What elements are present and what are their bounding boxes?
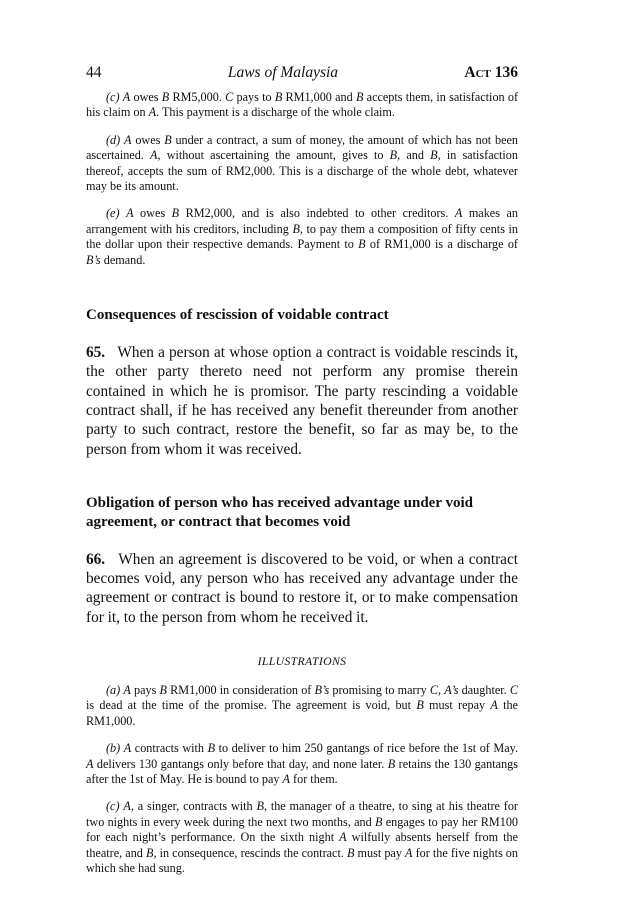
illustration-e: (e) A owes B RM2,000, and is also indebted to other creditors. A makes an arrangement with his creditors, including B, to pay them a composition of fifty cents in the dollar upon their respective demands. Payment to B of RM1,000 is a discharge of B’s demand. xyxy=(86,206,518,267)
illustration-d: (d) A owes B under a contract, a sum of money, the amount of which has not been ascertained. A, without ascertaining the amount, gives to B, and B, in satisfaction thereof, accepts the sum of RM2,000. This is a discharge of the whole debt, whatever may be its amount. xyxy=(86,132,519,194)
running-title: Laws of Malaysia xyxy=(227,64,339,81)
running-header xyxy=(86,64,518,90)
illustration-a: (a) A pays B RM1,000 in consideration of B’s promising to marry C, A’s daughter. C is dead at the time of the promise. The agreement is void, but B must repay A the RM1,000. xyxy=(86,683,518,728)
page-number: 44 xyxy=(86,64,102,81)
illustration-b: (b) A contracts with B to deliver to him 250 gantangs of rice before the 1st of May. A delivers 130 gantangs only before that day, and none later. B retains the 130 gantangs after the 1st of May. He is bound to pay A for them. xyxy=(86,741,518,787)
section-65-body xyxy=(86,343,518,459)
act-number: Act 136 xyxy=(464,64,518,81)
section-65-text: When a person at whose option a contract is voidable rescinds it, the other party thereto need not perform any promise therein contained in which he is promisor. The party rescinding a voidable contract shall, if he has received any benefit thereunder from another party to such contract, restore the benefit, so far as may be, to the person from whom it was received. xyxy=(86,344,518,458)
section-65-heading: Consequences of rescission of voidable contract xyxy=(86,307,389,324)
section-66-heading: Obligation of person who has received advantage under void agreement, or contract that becomes void xyxy=(86,494,473,530)
top-illustrations xyxy=(86,90,518,268)
illustration-c-bottom: (c) A, a singer, contracts with B, the manager of a theatre, to sing at his theatre for two nights in every week during the next two months, and B engages to pay her RM100 for each night’s performance. On the sixth night A wilfully absents herself from the theatre, and B, in consequence, rescinds the contract. B must pay A for the five nights on which she had sung. xyxy=(86,799,519,876)
bottom-illustrations xyxy=(86,683,518,876)
section-66-text: When an agreement is discovered to be void, or when a contract becomes void, any person who has received any advantage under the agreement or contract is bound to restore it, or to make compensation for it, to the person from whom he received it. xyxy=(86,550,518,626)
section-66-body xyxy=(86,550,518,627)
section-66-number: 66. xyxy=(86,550,106,568)
illustrations-title: ILLUSTRATIONS xyxy=(257,654,347,669)
illustration-c: (c) A owes B RM5,000. C pays to B RM1,000 and B accepts them, in satisfaction of his claim on A. This payment is a discharge of the whole claim. xyxy=(86,90,519,120)
section-65-number: 65. xyxy=(86,344,106,362)
document-page xyxy=(86,64,518,889)
